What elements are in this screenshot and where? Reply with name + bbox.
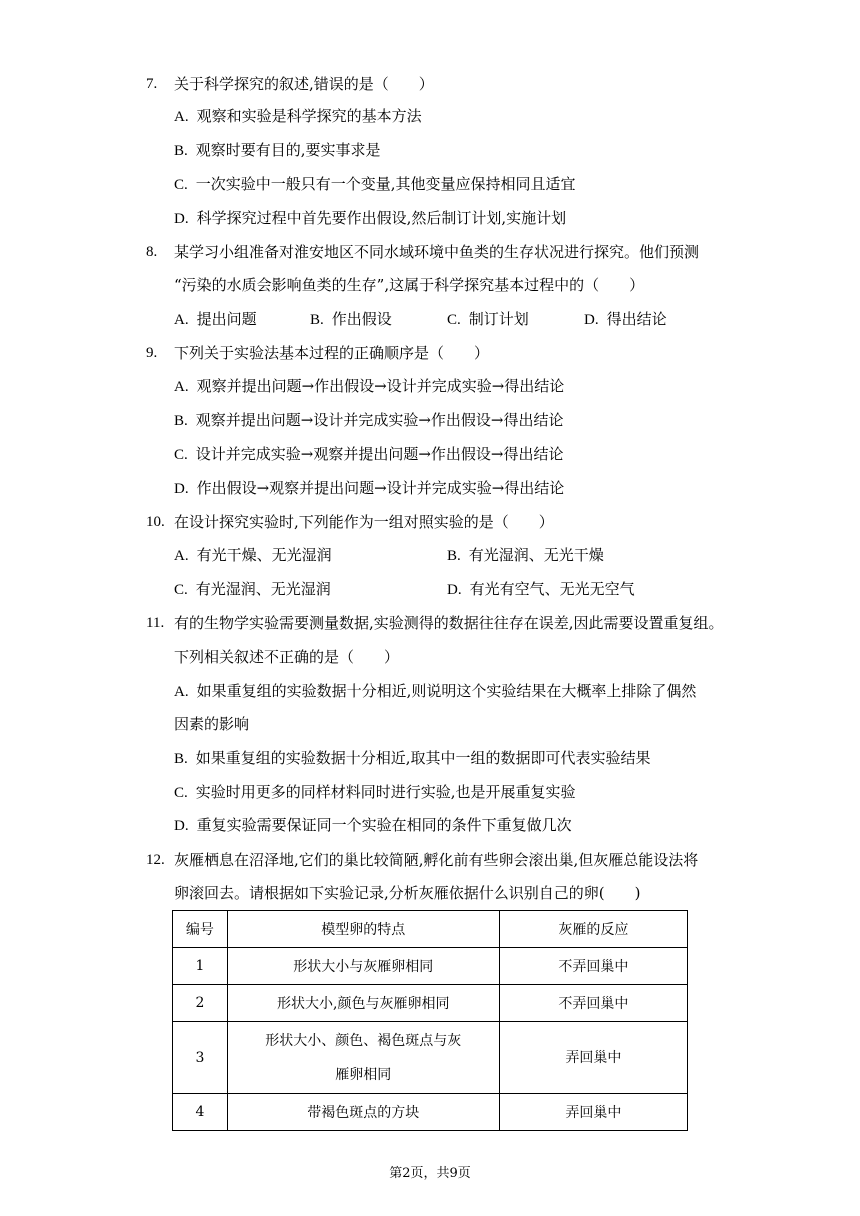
option-letter: A. — [174, 379, 189, 395]
option-c — [174, 782, 576, 803]
option-c — [447, 309, 529, 330]
table-cell-line: 形状大小、颜色、褐色斑点与灰 — [265, 1032, 462, 1049]
option-letter: D. — [174, 211, 189, 227]
option-b — [447, 545, 604, 566]
option-letter: B. — [174, 751, 188, 767]
option-d — [174, 478, 564, 499]
option-text: 重复实验需要保证同一个实验在相同的条件下重复做几次 — [196, 816, 572, 834]
table-cell: 弄回巢中 — [499, 1022, 687, 1094]
table-cell: 不弄回巢中 — [499, 985, 687, 1022]
question-stem: 下列关于实验法基本过程的正确顺序是（ ） — [174, 344, 490, 362]
option-letter: C. — [447, 312, 461, 328]
option-b — [174, 748, 651, 769]
option-a — [174, 681, 696, 702]
table-cell: 4 — [173, 1094, 228, 1131]
question-number: 12. — [146, 852, 165, 868]
option-text: 有光干燥、无光湿润 — [196, 546, 332, 564]
table-header: 灰雁的反应 — [499, 911, 687, 948]
option-letter: D. — [174, 481, 189, 497]
option-a — [174, 376, 564, 397]
option-letter: D. — [447, 582, 462, 598]
option-c — [174, 579, 331, 600]
option-text: 观察和实验是科学探究的基本方法 — [196, 107, 422, 125]
option-a — [174, 309, 257, 330]
table-cell: 1 — [173, 948, 228, 985]
option-letter: A. — [174, 109, 189, 125]
option-letter: B. — [447, 548, 461, 564]
option-b — [310, 309, 392, 330]
question-number: 8. — [146, 244, 158, 260]
option-letter: D. — [174, 818, 189, 834]
option-b — [174, 140, 381, 161]
option-letter: D. — [584, 312, 599, 328]
option-c — [174, 174, 576, 195]
table-row — [173, 1022, 688, 1094]
option-c — [174, 444, 563, 465]
option-d — [174, 815, 572, 836]
option-text: 观察并提出问题→作出假设→设计并完成实验→得出结论 — [196, 377, 565, 395]
option-text: 有光湿润、无光湿润 — [195, 580, 331, 598]
experiment-table — [172, 910, 688, 1131]
table-cell: 形状大小,颜色与灰雁卵相同 — [227, 985, 499, 1022]
option-letter: A. — [174, 684, 189, 700]
question-number: 10. — [146, 514, 165, 530]
page-footer: 第2页，共9页 — [389, 1166, 471, 1181]
question-number: 11. — [146, 615, 165, 631]
question-stem: 某学习小组准备对淮安地区不同水域环境中鱼类的生存状况进行探究。他们预测 — [174, 243, 700, 261]
table-cell: 带褐色斑点的方块 — [227, 1094, 499, 1131]
table-header-row — [173, 911, 688, 948]
table-row — [173, 948, 688, 985]
table-cell: 弄回巢中 — [499, 1094, 687, 1131]
option-letter: C. — [174, 582, 188, 598]
option-a — [174, 545, 332, 566]
option-text: 如果重复组的实验数据十分相近,取其中一组的数据即可代表实验结果 — [195, 749, 651, 767]
option-letter: C. — [174, 177, 188, 193]
option-text: 提出问题 — [196, 310, 257, 328]
table-row — [173, 1094, 688, 1131]
table-header: 模型卵的特点 — [227, 911, 499, 948]
question-stem: 下列相关叙述不正确的是（ ） — [174, 648, 400, 666]
question-stem: 在设计探究实验时,下列能作为一组对照实验的是（ ） — [174, 513, 554, 531]
question-stem: “污染的水质会影响鱼类的生存”,这属于科学探究基本过程中的（ ） — [174, 276, 645, 294]
option-text: 如果重复组的实验数据十分相近,则说明这个实验结果在大概率上排除了偶然 — [196, 682, 697, 700]
option-text-continued: 因素的影响 — [174, 715, 250, 733]
question-stem: 有的生物学实验需要测量数据,实验测得的数据往往存在误差,因此需要设置重复组。 — [174, 614, 724, 632]
option-letter: C. — [174, 447, 188, 463]
question-number: 9. — [146, 345, 158, 361]
question-number: 7. — [146, 76, 158, 92]
option-b — [174, 410, 563, 431]
option-letter: B. — [174, 413, 188, 429]
table-cell — [227, 1022, 499, 1094]
option-text: 观察时要有目的,要实事求是 — [195, 141, 381, 159]
option-letter: B. — [310, 312, 324, 328]
option-text: 得出结论 — [606, 310, 667, 328]
question-stem: 关于科学探究的叙述,错误的是（ ） — [174, 75, 434, 93]
option-letter: A. — [174, 312, 189, 328]
table-cell: 形状大小与灰雁卵相同 — [227, 948, 499, 985]
option-letter: B. — [174, 143, 188, 159]
question-stem: 卵滚回去。请根据如下实验记录,分析灰雁依据什么识别自己的卵( ) — [174, 884, 641, 902]
option-d — [584, 309, 667, 330]
option-text: 实验时用更多的同样材料同时进行实验,也是开展重复实验 — [195, 783, 576, 801]
option-letter: C. — [174, 785, 188, 801]
option-text: 有光有空气、无光无空气 — [469, 580, 635, 598]
option-letter: A. — [174, 548, 189, 564]
option-d — [174, 208, 566, 229]
table-cell: 不弄回巢中 — [499, 948, 687, 985]
option-text: 科学探究过程中首先要作出假设,然后制订计划,实施计划 — [196, 209, 567, 227]
option-text: 有光湿润、无光干燥 — [468, 546, 604, 564]
table-cell: 2 — [173, 985, 228, 1022]
option-d — [447, 579, 635, 600]
question-stem: 灰雁栖息在沼泽地,它们的巢比较简陋,孵化前有些卵会滚出巢,但灰雁总能设法将 — [174, 851, 699, 869]
table-header: 编号 — [173, 911, 228, 948]
table-row — [173, 985, 688, 1022]
option-text: 观察并提出问题→设计并完成实验→作出假设→得出结论 — [195, 411, 564, 429]
option-text: 制订计划 — [468, 310, 529, 328]
option-a — [174, 106, 422, 127]
option-text: 设计并完成实验→观察并提出问题→作出假设→得出结论 — [195, 445, 564, 463]
option-text: 作出假设→观察并提出问题→设计并完成实验→得出结论 — [196, 479, 565, 497]
table-cell-line: 雁卵相同 — [335, 1066, 392, 1083]
table-cell: 3 — [173, 1022, 228, 1094]
option-text: 作出假设 — [331, 310, 392, 328]
option-text: 一次实验中一般只有一个变量,其他变量应保持相同且适宜 — [195, 175, 576, 193]
